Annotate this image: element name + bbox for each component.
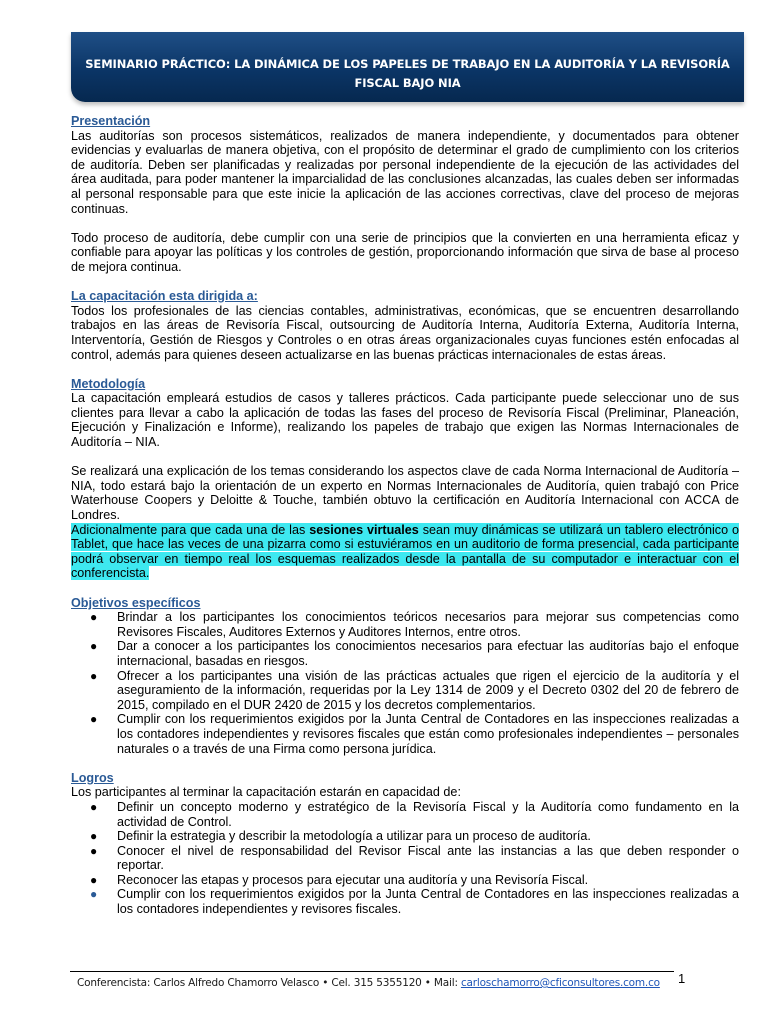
objetivos-list bbox=[71, 610, 739, 756]
bullet-icon: ● bbox=[90, 610, 98, 625]
bullet-icon: ● bbox=[90, 799, 98, 814]
list-item: ● Dar a conocer a los participantes los conocimientos necesarios para efectuar las auditorías bajo el enfoque internacional, basadas en riesgos. bbox=[90, 639, 739, 668]
footer-divider bbox=[70, 971, 674, 972]
email-link[interactable]: carloschamorro@cficonsultores.com.co bbox=[460, 977, 660, 989]
list-item: ● Conocer el nivel de responsabilidad del Revisor Fiscal ante las instancias a las que deben responder o reportar. bbox=[90, 843, 739, 873]
presentacion-paragraph-1: Las auditorías son procesos sistemáticos, realizados de manera independiente, y documentados para obtener evidencias y evaluarlas de manera objetiva, con el propósito de determinar el grado de cumplimiento con los criterios de auditoría. Deben ser planificadas y realizadas por personal independiente de la ejecución de las actividades del área auditada, para poder mantener la imparcialidad de las conclusiones alcanzadas, las cuales deben ser informadas al personal responsable para que este inicie la aplicación de las acciones correctivas, clave del proceso de mejoras continuas. bbox=[71, 128, 739, 216]
highlight-text-after: sean muy dinámicas se utilizará un tablero electrónico o Tablet, que hace las veces de una pizarra como si estuviéramos en un auditorio de forma presencial, cada participante podrá observar en tiempo real los esquemas realizados desde la pantalla de su computador e interactuar con el conferencista. bbox=[71, 522, 739, 581]
highlight-text-before: Adicionalmente para que cada una de las bbox=[71, 522, 310, 537]
objetivos-heading: Objetivos específicos bbox=[71, 595, 201, 610]
bullet-icon: ● bbox=[90, 887, 98, 902]
metodologia-heading: Metodología bbox=[71, 376, 146, 391]
logros-intro: Los participantes al terminar la capacitación estarán en capacidad de: bbox=[71, 785, 461, 800]
list-item: ● Cumplir con los requerimientos exigidos por la Junta Central de Contadores en las inspecciones realizadas a los contadores independientes y revisores fiscales. bbox=[90, 887, 739, 917]
logros-heading: Logros bbox=[71, 770, 114, 785]
bullet-icon: ● bbox=[90, 712, 98, 727]
list-item: ● Definir un concepto moderno y estratégico de la Revisoría Fiscal y la Auditoría como fundamento en la actividad de Control. bbox=[90, 799, 739, 829]
metodologia-highlighted-paragraph bbox=[71, 523, 739, 581]
list-item: ● Reconocer las etapas y procesos para ejecutar una auditoría y una Revisoría Fiscal. bbox=[90, 872, 589, 887]
footer-text: Conferencista: Carlos Alfredo Chamorro Velasco • Cel. 315 5355120 • Mail: bbox=[77, 977, 461, 989]
title-line-2: FISCAL BAJO NIA bbox=[354, 76, 461, 90]
highlight-bold-text: sesiones virtuales bbox=[309, 522, 419, 537]
bullet-icon: ● bbox=[90, 668, 98, 683]
metodologia-paragraph-2: Se realizará una explicación de los temas considerando los aspectos clave de cada Norma Internacional de Auditoría – NIA, todo estará bajo la orientación de un experto en Normas Internacionales de Auditoría, quien trabajó con Price Waterhouse Coopers y Deloitte & Touche, también obtuvo la certificación en Auditoría Internacional con ACCA de Londres. bbox=[71, 464, 739, 523]
bullet-icon: ● bbox=[90, 843, 98, 858]
list-item: ● Cumplir con los requerimientos exigidos por la Junta Central de Contadores en las inspecciones realizadas a los contadores independientes y revisores fiscales que están como profesionales independientes – personales naturales o a través de una Firma como persona jurídica. bbox=[90, 712, 739, 756]
title-line-1: SEMINARIO PRÁCTICO: LA DINÁMICA DE LOS PAPELES DE TRABAJO EN LA AUDITORÍA Y LA REVISORÍA bbox=[85, 57, 730, 71]
metodologia-paragraph-1: La capacitación empleará estudios de casos y talleres prácticos. Cada participante puede seleccionar uno de sus clientes para llevar a cabo la aplicación de todas las fases del proceso de Revisoría Fiscal (Preliminar, Planeación, Ejecución y Finalización e Informe), realizando los papeles de trabajo que exigen las Normas Internacionales de Auditoría – NIA. bbox=[71, 391, 739, 450]
list-item: ● Brindar a los participantes los conocimientos teóricos necesarios para mejorar sus competencias como Revisores Fiscales, Auditores Externos y Auditores Internos, entre otros. bbox=[90, 610, 739, 639]
bullet-icon: ● bbox=[90, 829, 98, 844]
bullet-icon: ● bbox=[90, 639, 98, 654]
dirigida-heading: La capacitación esta dirigida a: bbox=[71, 289, 258, 304]
presentacion-paragraph-2: Todo proceso de auditoría, debe cumplir con una serie de principios que la convierten en una herramienta eficaz y confiable para apoyar las políticas y los controles de gestión, proporcionando información que sirva de base al proceso de mejora continua. bbox=[71, 230, 739, 274]
page-number: 1 bbox=[678, 971, 686, 986]
presentacion-heading: Presentación bbox=[71, 114, 151, 128]
document-body bbox=[71, 114, 739, 917]
footer-contact bbox=[77, 977, 660, 989]
list-item: ● Ofrecer a los participantes una visión de las prácticas actuales que rigen el ejercicio de la auditoría y el aseguramiento de la información, requeridas por la Ley 1314 de 2009 y el Decreto 0302 del 20 de febrero de 2015, compilado en el DUR 2420 de 2015 y los decretos complementarios. bbox=[90, 668, 739, 712]
bullet-icon: ● bbox=[90, 872, 98, 887]
list-item: ● Definir la estrategia y describir la metodología a utilizar para un proceso de auditoría. bbox=[90, 829, 591, 844]
dirigida-paragraph: Todos los profesionales de las ciencias contables, administrativas, económicas, que se encuentren desarrollando trabajos en las áreas de Revisoría Fiscal, outsourcing de Auditoría Interna, Auditoría Externa, Auditoría Interna, Interventoría, Gestión de Riesgos y Controles o en otras áreas organizacionales cuyas funciones estén enfocadas al control, además para quienes deseen actualizarse en las buenas prácticas internacionales de estas áreas. bbox=[71, 303, 739, 362]
logros-list bbox=[71, 800, 739, 917]
document-title bbox=[71, 55, 744, 93]
